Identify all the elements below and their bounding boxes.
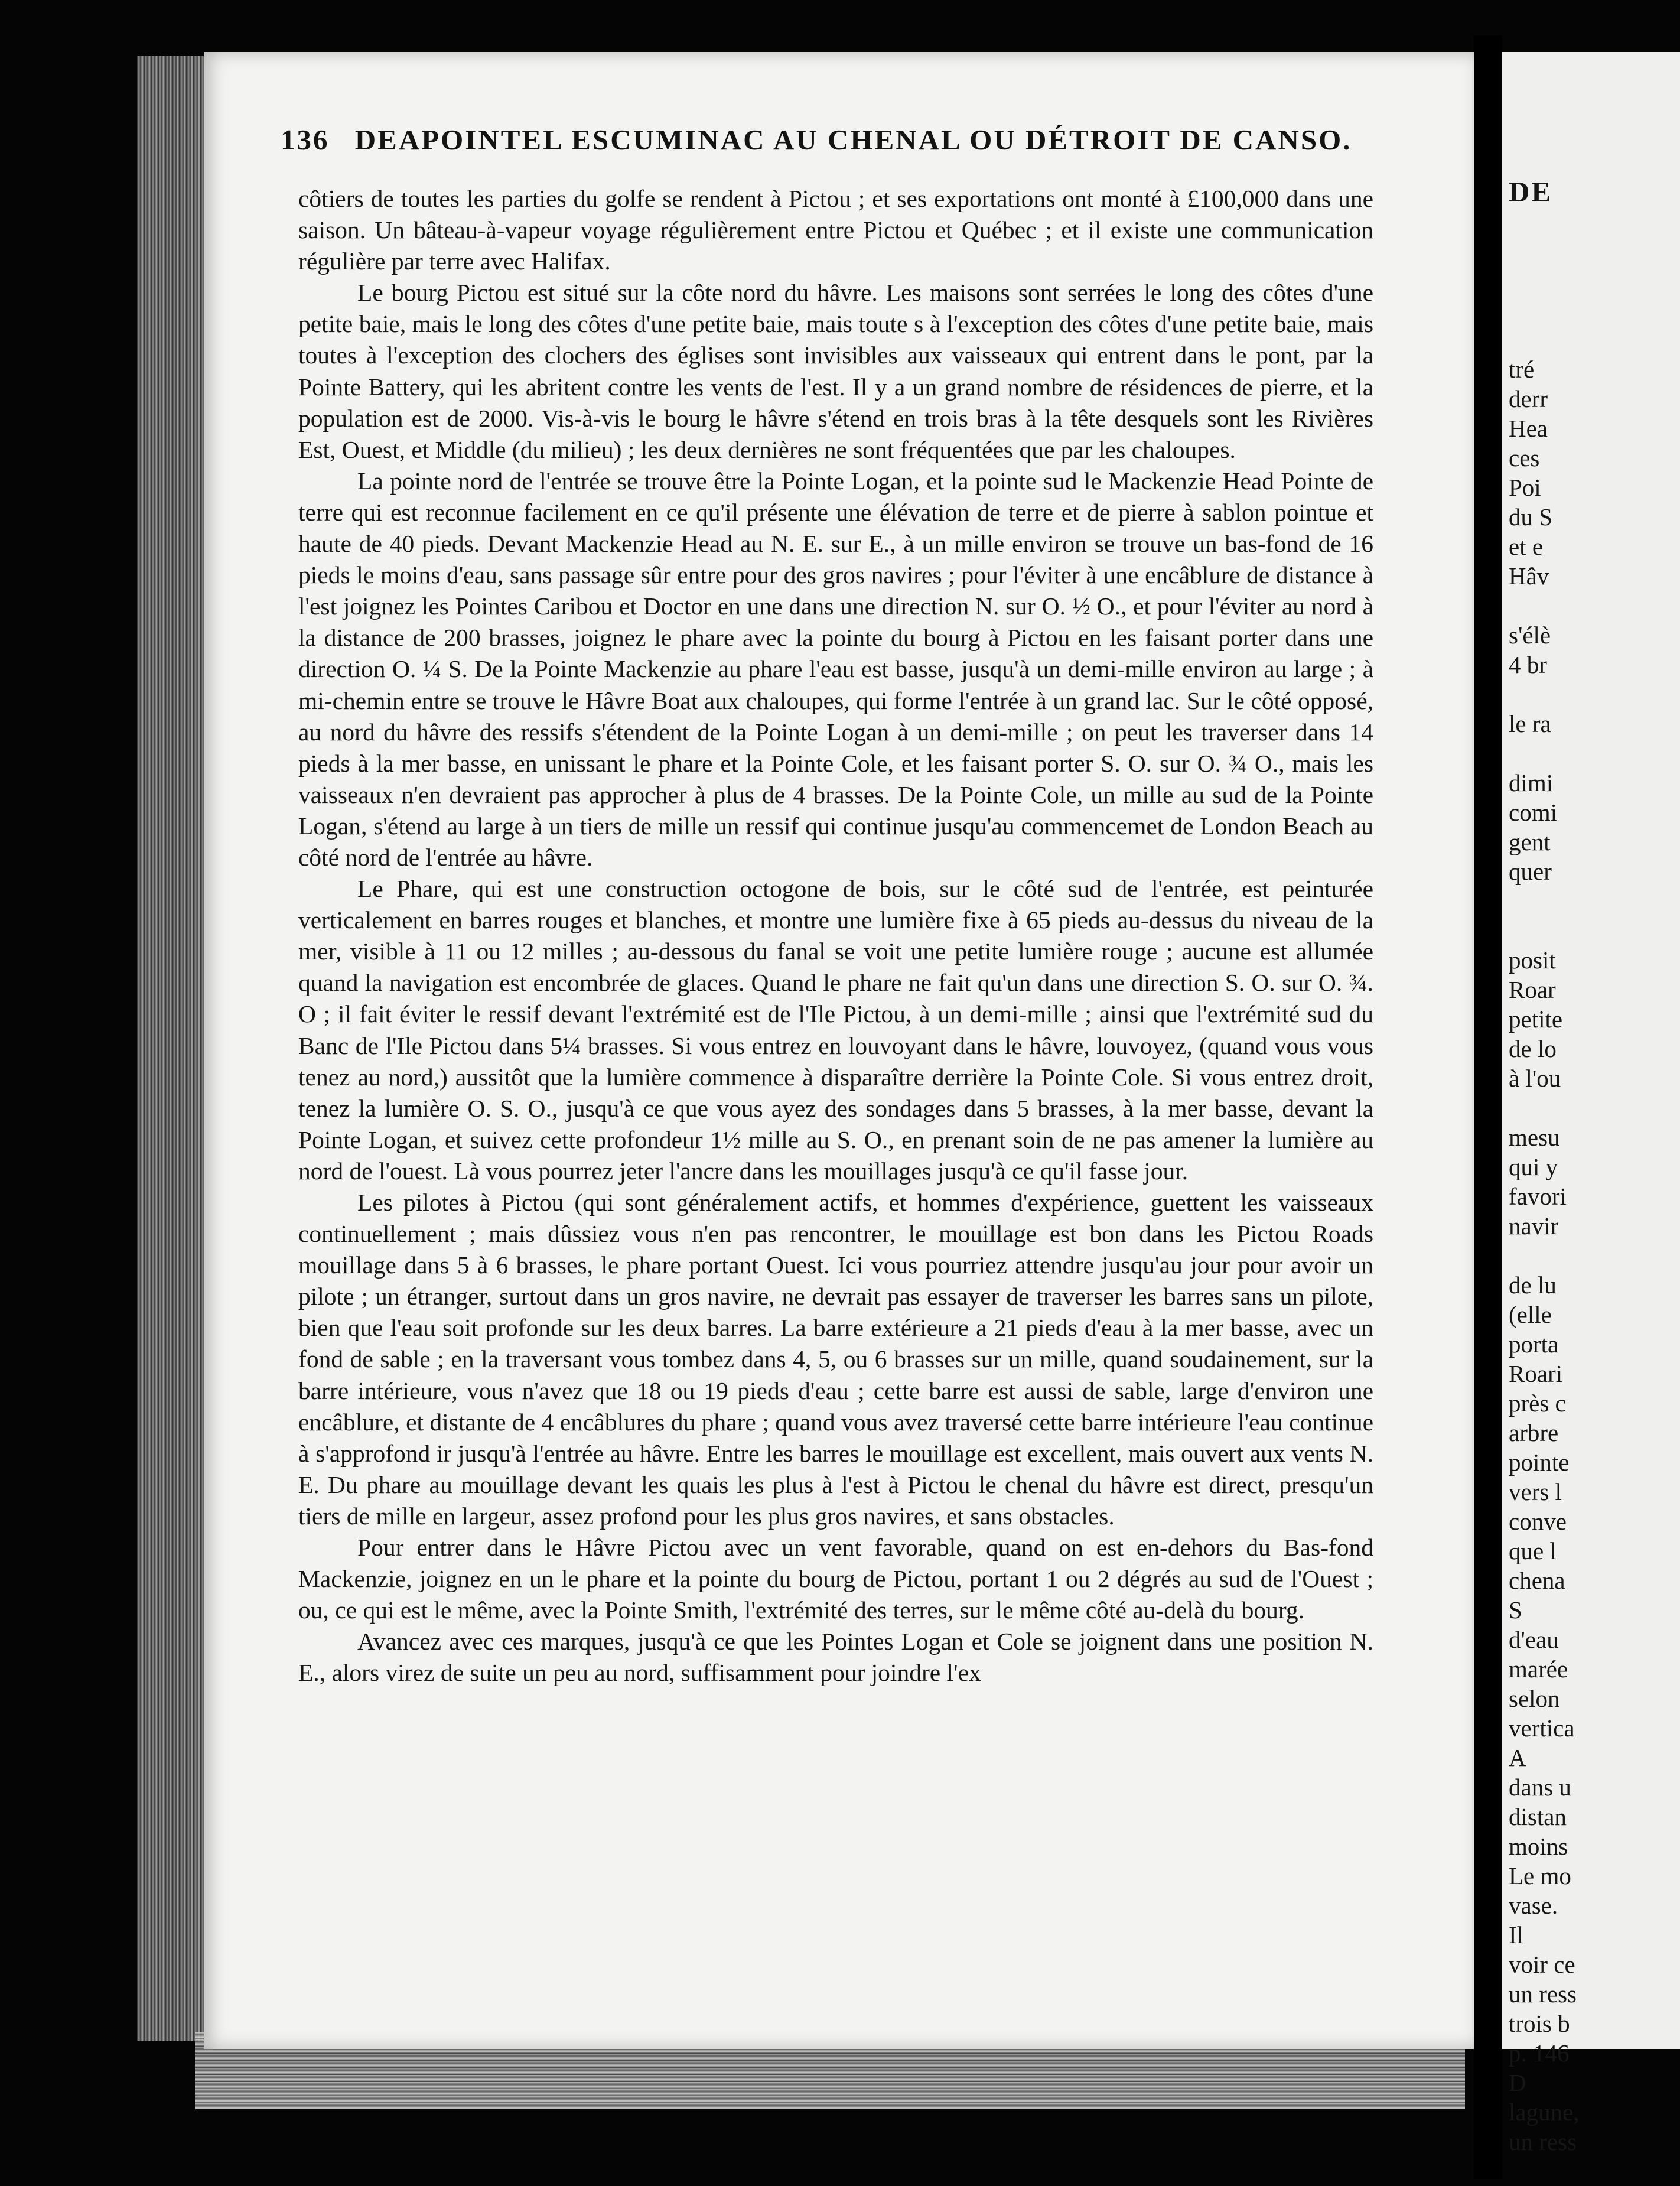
- right-page-line: un ress: [1509, 2128, 1577, 2155]
- paragraph: Le Phare, qui est une construction octogone de bois, sur le côté sud de l'entrée, est peinturée verticalement en barres rouges et blanches, et montre une lumière fixe à 65 pieds au-dessus du niveau de la mer, visible à 11 ou 12 milles ; au-dessous du fanal se voit une petite lumière rouge ; aucune est allumée quand la navigation est encombrée de glaces. Quand le phare ne fait qu'un dans une direction S. O. sur O. ¾. O ; il fait éviter le ressif devant l'extrémité est de l'Ile Pictou, à un demi-mille ; ainsi que l'extrémité sud du Banc de l'Ile Pictou dans 5¼ brasses. Si vous entrez en louvoyant dans le hâvre, louvoyez, (quand vous vous tenez au nord,) aussitôt que la lumière commence à disparaître derrière la Pointe Cole. Si vous entrez droit, tenez la lumière O. S. O., jusqu'à ce que vous ayez des sondages dans 5 brasses, à la mer basse, devant la Pointe Logan, et suivez cette profondeur 1½ mille au S. O., en prenant soin de ne pas amener la lumière au nord de l'ouest. Là vous pourrez jeter l'ancre dans les mouillages jusqu'à ce qu'il fasse jour.: [298, 875, 1373, 1185]
- right-page-line: le ra: [1509, 710, 1551, 737]
- body-text: [298, 183, 1373, 1689]
- right-page-line: derr: [1509, 385, 1548, 412]
- right-page-line: [1509, 1093, 1680, 1123]
- right-page-line: près c: [1509, 1390, 1566, 1417]
- paragraph: Avancez avec ces marques, jusqu'à ce que les Pointes Logan et Cole se joignent dans une position N. E., alors virez de suite un peu au nord, suffisamment pour joindre l'ex: [298, 1628, 1373, 1687]
- right-page-line: qui y: [1509, 1153, 1558, 1180]
- right-page-line: conve: [1509, 1508, 1567, 1535]
- right-page-line: Hea: [1509, 415, 1548, 442]
- running-head: [281, 123, 1456, 164]
- right-page-line: p. 146: [1509, 2039, 1570, 2067]
- running-title: DEAPOINTEL ESCUMINAC AU CHENAL OU DÉTROIT DE CANSO.: [354, 123, 1352, 156]
- book-gutter: [1474, 35, 1502, 2179]
- right-page-line: et e: [1509, 533, 1544, 560]
- right-page-line: [1509, 591, 1680, 620]
- right-page-line: pointe: [1509, 1449, 1570, 1476]
- right-page-line: arbre: [1509, 1419, 1559, 1446]
- right-page-line: dimi: [1509, 769, 1554, 796]
- right-page-line: de lu: [1509, 1271, 1557, 1299]
- right-running-title: DE: [1509, 175, 1553, 208]
- right-page-line: ces: [1509, 444, 1540, 471]
- right-page-line: S: [1509, 1596, 1522, 1624]
- right-page-lines: [1509, 354, 1680, 2156]
- paragraph: côtiers de toutes les parties du golfe se rendent à Pictou ; et ses exportations ont monté à £100,000 dans une saison. Un bâteau-à-vapeur voyage régulièrement entre Pictou et Québec ; et il existe une communication régulière par terre avec Halifax.: [298, 185, 1373, 275]
- page-stack-edge: [137, 56, 208, 2041]
- right-page-line: posit: [1509, 946, 1556, 974]
- right-page-line: mesu: [1509, 1124, 1560, 1151]
- right-page-line: tré: [1509, 356, 1535, 383]
- right-page-line: [1509, 679, 1680, 709]
- right-page-line: dans u: [1509, 1774, 1571, 1801]
- right-page-line: [1509, 739, 1680, 768]
- right-page-line: selon: [1509, 1685, 1560, 1712]
- right-page-text: [1509, 118, 1680, 2186]
- right-page-line: s'élè: [1509, 622, 1551, 649]
- right-page-line: D: [1509, 2069, 1526, 2096]
- right-page-line: marée: [1509, 1655, 1568, 1683]
- paragraph: Les pilotes à Pictou (qui sont généralement actifs, et hommes d'expérience, guettent les vaisseaux continuellement ; mais dûssiez vous n'en pas rencontrer, le mouillage est bon dans les Pictou Roads mouillage dans 5 à 6 brasses, le phare portant Ouest. Ici vous pourriez attendre jusqu'au jour pour avoir un pilote ; un étranger, surtout dans un gros navire, ne devrait pas essayer de traverser les barres sans un pilote, bien que l'eau soit profonde sur les deux barres. La barre extérieure a 21 pieds d'eau à la mer basse, avec un fond de sable ; en la traversant vous tombez dans 4, 5, ou 6 brasses sur un mille, quand soudainement, sur la barre intérieure, vous n'avez que 18 ou 19 pieds d'eau ; cette barre est aussi de sable, large d'environ une encâblure, et distante de 4 encâblures du phare ; quand vous avez traversé cette barre intérieure l'eau continue à s'approfond ir jusqu'à l'entrée au hâvre. Entre les barres le mouillage est excellent, mais ouvert aux vents N. E. Du phare au mouillage devant les quais les plus à l'est à Pictou le chenal du hâvre est direct, presqu'un tiers de mille en largeur, assez profond pour les plus gros navires, et sans obstacles.: [298, 1189, 1373, 1530]
- page-number: 136: [281, 123, 330, 156]
- right-page-line: navir: [1509, 1212, 1559, 1240]
- right-page-line: porta: [1509, 1331, 1559, 1358]
- right-page-line: petite: [1509, 1006, 1563, 1033]
- right-page-line: distan: [1509, 1803, 1567, 1830]
- right-page-line: A: [1509, 1744, 1526, 1771]
- right-page-line: de lo: [1509, 1035, 1557, 1062]
- right-page-line: d'eau: [1509, 1626, 1559, 1653]
- right-page-line: 4 br: [1509, 651, 1547, 678]
- right-page-line: Il: [1509, 1921, 1524, 1948]
- right-page-line: [1509, 1241, 1680, 1270]
- right-page-line: Le mo: [1509, 1862, 1571, 1889]
- right-page-line: chena: [1509, 1567, 1565, 1594]
- right-page-line: du S: [1509, 503, 1553, 531]
- right-page-line: moins: [1509, 1833, 1568, 1860]
- right-page-line: Roari: [1509, 1360, 1563, 1387]
- right-page-line: trois b: [1509, 2010, 1570, 2037]
- right-page-line: que l: [1509, 1537, 1557, 1564]
- right-page-line: un ress: [1509, 1980, 1577, 2008]
- paragraph: Le bourg Pictou est situé sur la côte nord du hâvre. Les maisons sont serrées le long des côtes d'une petite baie, mais le long des côtes d'une petite baie, mais toute s à l'exception des côtes d'une petite baie, mais toutes à l'exception des clochers des églises sont invisibles aux vaisseaux qui entrent dans le pont, par la Pointe Battery, qui les abritent contre les vents de l'est. Il y a un grand nombre de résidences de pierre, et la population est de 2000. Vis-à-vis le bourg le hâvre s'étend en trois bras à la tête desquels sont les Rivières Est, Ouest, et Middle (du milieu) ; les deux dernières ne sont fréquentées que par les chaloupes.: [298, 279, 1373, 463]
- right-page-line: vers l: [1509, 1478, 1562, 1505]
- right-page-line: à l'ou: [1509, 1065, 1561, 1092]
- right-page-line: comi: [1509, 799, 1557, 826]
- right-page-line: voir ce: [1509, 1951, 1575, 1978]
- right-page-line: [1509, 886, 1680, 916]
- right-page-line: vertica: [1509, 1715, 1575, 1742]
- paragraph: La pointe nord de l'entrée se trouve être la Pointe Logan, et la pointe sud le Mackenzie Head Pointe de terre qui est reconnue facilement en ce qu'il présente une élévation de terre et de pierre à sablon pointue et haute de 40 pieds. Devant Mackenzie Head au N. E. sur E., à un mille environ se trouve un bas-fond de 16 pieds le moins d'eau, sans passage sûr entre pour des gros navires ; pour l'éviter à une encâblure de distance à l'est joignez les Pointes Caribou et Doctor en une dans une direction N. sur O. ½ O., et pour l'éviter au nord à la distance de 200 brasses, joignez le phare avec la pointe du bourg à Pictou en les faisant porter dans une direction O. ¼ S. De la Pointe Mackenzie au phare l'eau est basse, jusqu'à un demi-mille environ au large ; à mi-chemin entre se trouve le Hâvre Boat aux chaloupes, qui forme l'entrée à un grand lac. Sur le côté opposé, au nord du hâvre des ressifs s'étendent de la Pointe Logan à un demi-mille ; on peut les traverser dans 14 pieds à la mer basse, en unissant le phare et la Pointe Cole, et les faisant porter S. O. sur O. ¾ O., mais les vaisseaux n'en devraient pas approcher à plus de 4 brasses. De la Pointe Cole, un mille au sud de la Pointe Logan, s'étend au large à un tiers de mille un ressif qui continue jusqu'au commencemet de London Beach au côté nord de l'entrée au hâvre.: [298, 467, 1373, 871]
- right-page-line: gent: [1509, 828, 1551, 855]
- right-page-line: [1509, 916, 1680, 945]
- right-page-line: vase.: [1509, 1892, 1558, 1919]
- right-page-line: (elle: [1509, 1301, 1552, 1328]
- right-page-line: lagune,: [1509, 2099, 1580, 2126]
- right-page-line: Poi: [1509, 474, 1541, 501]
- right-page-line: Roar: [1509, 976, 1556, 1003]
- right-page-line: Hâv: [1509, 562, 1549, 590]
- paragraph: Pour entrer dans le Hâvre Pictou avec un vent favorable, quand on est en-dehors du Bas-fond Mackenzie, joignez en un le phare et la pointe du bourg de Pictou, portant 1 ou 2 dégrés au sud de l'Ouest ; ou, ce qui est le même, avec la Pointe Smith, l'extrémité des terres, sur le même côté au-delà du bourg.: [298, 1534, 1373, 1624]
- right-page-line: quer: [1509, 858, 1552, 885]
- right-page-line: favori: [1509, 1183, 1567, 1210]
